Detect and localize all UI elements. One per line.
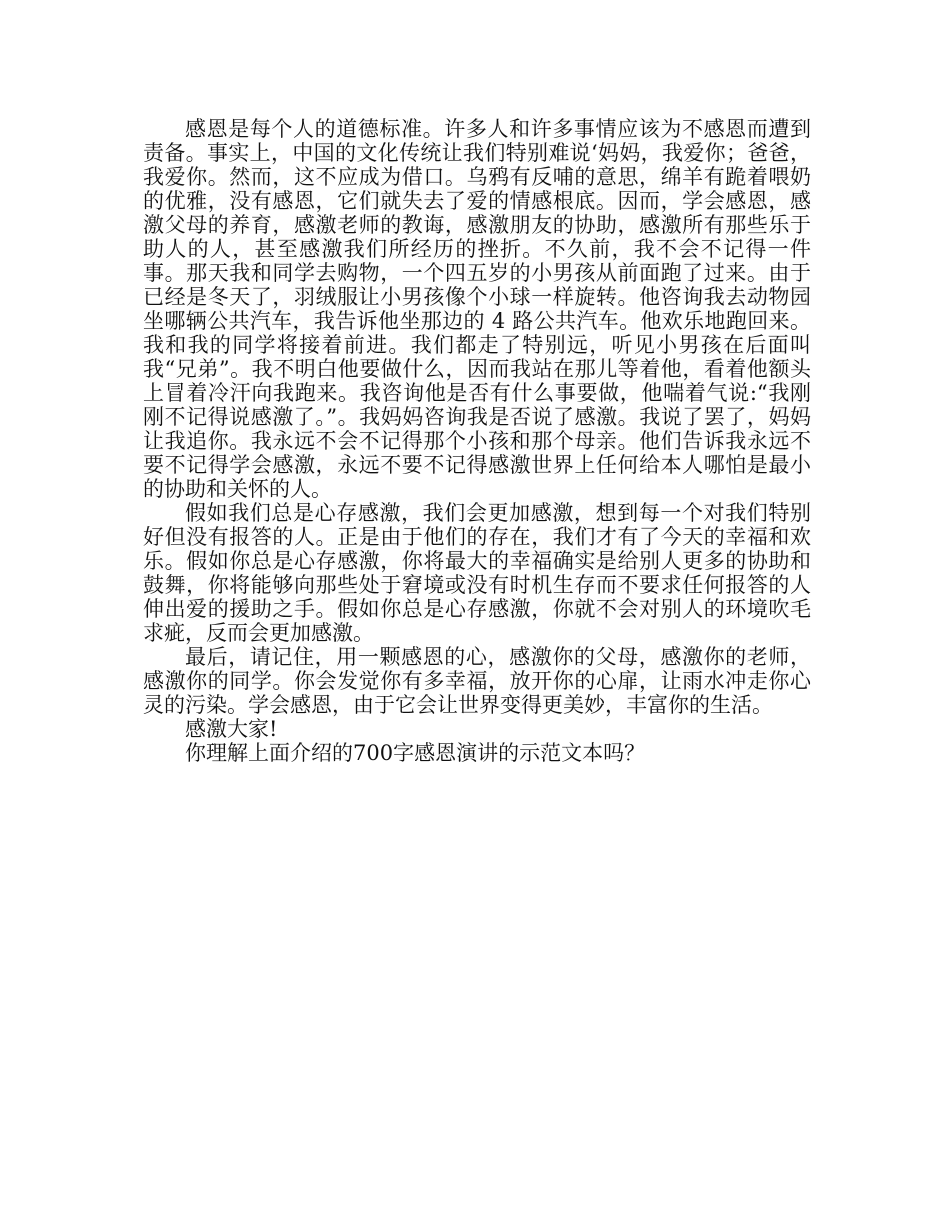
- paragraph-3: 最后，请记住，用一颗感恩的心，感激你的父母，感激你的老师，感激你的同学。你会发觉你有多幸福，放开你的心扉，让雨水冲走你心灵的污染。学会感恩，由于它会让世界变得更美妙，丰富你的生活。: [143, 645, 811, 717]
- paragraph-1: 感恩是每个人的道德标准。许多人和许多事情应该为不感恩而遭到责备。事实上，中国的文化传统让我们特别难说‘妈妈，我爱你；爸爸，我爱你。然而，这不应成为借口。乌鸦有反哺的意思，绵羊有跪着喂奶的优雅，没有感恩，它们就失去了爱的情感根底。因而，学会感恩，感激父母的养育，感激老师的教诲，感激朋友的协助，感激所有那些乐于助人的人，甚至感激我们所经历的挫折。不久前，我不会不记得一件事。那天我和同学去购物，一个四五岁的小男孩从前面跑了过来。由于已经是冬天了，羽绒服让小男孩像个小球一样旋转。他咨询我去动物园坐哪辆公共汽车，我告诉他坐那边的 4 路公共汽车。他欢乐地跑回来。我和我的同学将接着前进。我们都走了特别远，听见小男孩在后面叫我“兄弟”。我不明白他要做什么，因而我站在那儿等着他，看着他额头上冒着冷汗向我跑来。我咨询他是否有什么事要做，他喘着气说:“我刚刚不记得说感激了。”。我妈妈咨询我是否说了感激。我说了罢了，妈妈让我追你。我永远不会不记得那个小孩和那个母亲。他们告诉我永远不要不记得学会感激，永远不要不记得感激世界上任何给本人哪怕是最小的协助和关怀的人。: [143, 117, 811, 501]
- document-body: [143, 117, 811, 765]
- paragraph-5: 你理解上面介绍的700字感恩演讲的示范文本吗？: [185, 741, 646, 765]
- paragraph-2: 假如我们总是心存感激，我们会更加感激，想到每一个对我们特别好但没有报答的人。正是由于他们的存在，我们才有了今天的幸福和欢乐。假如你总是心存感激，你将最大的幸福确实是给别人更多的协助和鼓舞，你将能够向那些处于窘境或没有时机生存而不要求任何报答的人伸出爱的援助之手。假如你总是心存感激，你就不会对别人的环境吹毛求疵，反而会更加感激。: [143, 501, 811, 645]
- paragraph-4: 感激大家!: [185, 717, 278, 741]
